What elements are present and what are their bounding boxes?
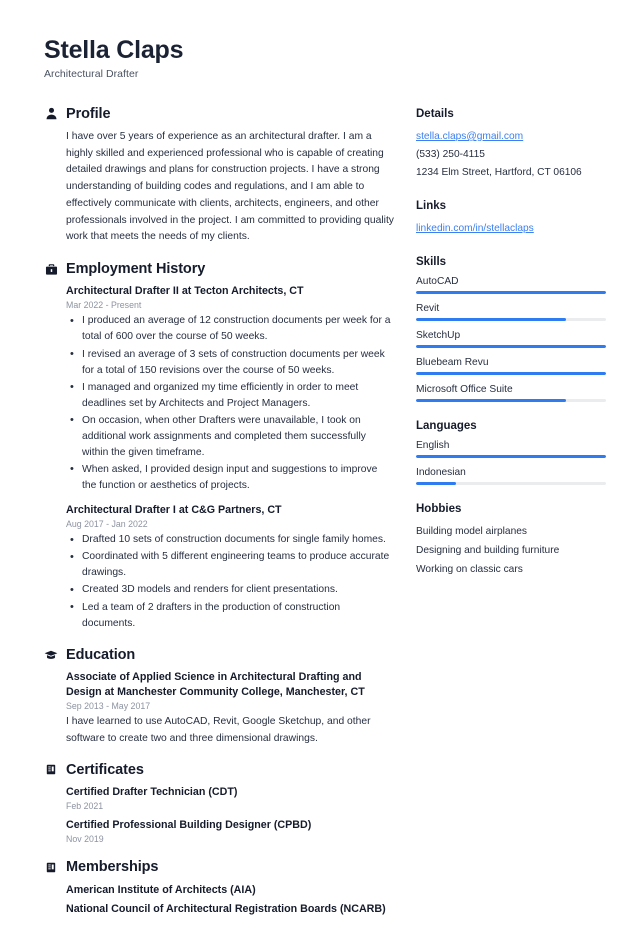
skill-meter-track bbox=[416, 291, 606, 294]
skill-label: SketchUp bbox=[416, 330, 461, 342]
employment-entry-date: Mar 2022 - Present bbox=[66, 300, 142, 311]
section-header-profile bbox=[44, 106, 394, 122]
section-title-employment: Employment History bbox=[66, 261, 206, 278]
bullet-item: • I managed and organized my time efficiently in order to meet deadlines set by Architects and Project Managers. bbox=[66, 380, 394, 412]
sidebar-block-links bbox=[416, 200, 606, 238]
bullet-item: • I produced an average of 12 construction documents per week for a total of 600 over the course of 50 weeks. bbox=[66, 313, 394, 345]
section-header-employment bbox=[44, 261, 394, 277]
skill-meter-fill bbox=[416, 318, 566, 321]
employment-entry-bullets bbox=[66, 313, 394, 494]
sidebar-title-skills: Skills bbox=[416, 256, 447, 269]
skill-item bbox=[416, 276, 606, 294]
briefcase-icon bbox=[44, 262, 58, 276]
section-title-memberships: Memberships bbox=[66, 859, 159, 876]
language-label: English bbox=[416, 440, 450, 452]
hobby-item: Building model airplanes bbox=[416, 526, 527, 538]
section-education bbox=[44, 647, 394, 747]
sidebar-block-details bbox=[416, 108, 606, 182]
section-body-profile bbox=[44, 129, 394, 246]
resume-columns bbox=[44, 106, 606, 933]
employment-entry-bullets bbox=[66, 532, 394, 631]
hobby-item: Designing and building furniture bbox=[416, 544, 560, 556]
linkedin-link[interactable]: linkedin.com/in/stellaclaps bbox=[416, 223, 534, 235]
section-title-profile: Profile bbox=[66, 105, 111, 122]
section-header-certificates bbox=[44, 762, 394, 778]
sidebar-title-details: Details bbox=[416, 107, 454, 120]
sidebar-column bbox=[416, 106, 606, 597]
certificate-date: Feb 2021 bbox=[66, 801, 104, 812]
section-header-memberships bbox=[44, 859, 394, 875]
membership-item: National Council of Architectural Registration Boards (NCARB) bbox=[66, 902, 386, 915]
person-icon bbox=[44, 107, 58, 121]
candidate-job-title: Architectural Drafter bbox=[44, 67, 139, 80]
email-link[interactable]: stella.claps@gmail.com bbox=[416, 130, 524, 142]
bullet-item: • Coordinated with 5 different engineering teams to produce accurate drawings. bbox=[66, 549, 394, 581]
employment-entry bbox=[66, 503, 394, 632]
skill-item bbox=[416, 330, 606, 348]
bullet-item: • I revised an average of 3 sets of construction documents per week for a total of 150 revisions over the course of 50 weeks. bbox=[66, 347, 394, 379]
education-entry-description: I have learned to use AutoCAD, Revit, Google Sketchup, and other software to create two and three dimensional drawings. bbox=[66, 716, 371, 744]
certificate-icon bbox=[44, 763, 58, 777]
certificate-title: Certified Professional Building Designer (CPBD) bbox=[66, 819, 312, 832]
section-employment-history bbox=[44, 261, 394, 631]
membership-item: American Institute of Architects (AIA) bbox=[66, 884, 256, 897]
language-meter-fill bbox=[416, 482, 456, 485]
language-meter-fill bbox=[416, 455, 606, 458]
skill-meter-track bbox=[416, 345, 606, 348]
hobby-item: Working on classic cars bbox=[416, 563, 523, 575]
skill-meter-track bbox=[416, 399, 606, 402]
skill-item bbox=[416, 357, 606, 375]
language-item bbox=[416, 467, 606, 485]
skill-item bbox=[416, 303, 606, 321]
skill-meter-fill bbox=[416, 345, 606, 348]
candidate-name: Stella Claps bbox=[44, 36, 184, 64]
skill-label: Microsoft Office Suite bbox=[416, 384, 513, 396]
section-body-certificates bbox=[44, 785, 394, 844]
education-entry-date: Sep 2013 - May 2017 bbox=[66, 701, 151, 712]
employment-entry bbox=[66, 284, 394, 494]
section-body-memberships bbox=[44, 882, 394, 917]
sidebar-title-hobbies: Hobbies bbox=[416, 503, 462, 516]
sidebar-title-languages: Languages bbox=[416, 420, 477, 433]
certificate-date: Nov 2019 bbox=[66, 834, 104, 845]
skill-label: AutoCAD bbox=[416, 276, 459, 288]
section-memberships bbox=[44, 859, 394, 917]
sidebar-block-skills bbox=[416, 256, 606, 402]
certificate-entry bbox=[66, 818, 394, 844]
resume-header bbox=[44, 36, 606, 80]
bullet-item: • When asked, I provided design input and suggestions to improve the function or aesthetics of projects. bbox=[66, 462, 394, 494]
language-meter-track bbox=[416, 455, 606, 458]
language-meter-track bbox=[416, 482, 606, 485]
skill-meter-fill bbox=[416, 291, 606, 294]
bullet-item: • Drafted 10 sets of construction documents for single family homes. bbox=[66, 532, 394, 548]
language-label: Indonesian bbox=[416, 467, 466, 479]
profile-text: I have over 5 years of experience as an architectural drafter. I am a highly skilled and experienced professional who is capable of creating detailed drawings and plans for construction projects. I have a strong understanding of building codes and regulations, and I am able to effectively communicate with clients, architects, engineers, and other professionals involved in the project. I am committed to providing quality work that meets the needs of my clients. bbox=[66, 130, 394, 243]
skill-meter-fill bbox=[416, 399, 566, 402]
section-body-education bbox=[44, 670, 394, 747]
skill-meter-track bbox=[416, 318, 606, 321]
skill-meter-fill bbox=[416, 372, 606, 375]
section-certificates bbox=[44, 762, 394, 844]
certificate-entry bbox=[66, 785, 394, 811]
employment-entry-title: Architectural Drafter I at C&G Partners, CT bbox=[66, 504, 282, 517]
sidebar-block-hobbies bbox=[416, 503, 606, 579]
education-entry-title: Associate of Applied Science in Architectural Drafting and Design at Manchester Community College, Manchester, CT bbox=[66, 670, 365, 698]
sidebar-block-languages bbox=[416, 420, 606, 485]
graduation-cap-icon bbox=[44, 648, 58, 662]
phone-number: (533) 250-4115 bbox=[416, 148, 485, 160]
section-title-certificates: Certificates bbox=[66, 761, 144, 778]
skill-item bbox=[416, 384, 606, 402]
language-item bbox=[416, 440, 606, 458]
education-entry bbox=[66, 670, 394, 747]
bullet-item: • Created 3D models and renders for client presentations. bbox=[66, 582, 394, 598]
bullet-item: • Led a team of 2 drafters in the production of construction documents. bbox=[66, 600, 394, 632]
employment-entry-date: Aug 2017 - Jan 2022 bbox=[66, 519, 148, 530]
section-body-employment bbox=[44, 284, 394, 631]
skill-label: Bluebeam Revu bbox=[416, 357, 489, 369]
section-header-education bbox=[44, 647, 394, 663]
certificate-title: Certified Drafter Technician (CDT) bbox=[66, 785, 238, 798]
bullet-item: • On occasion, when other Drafters were unavailable, I took on additional work assignments and completed them successfully within the given timeframe. bbox=[66, 413, 394, 461]
certificate-icon bbox=[44, 860, 58, 874]
skill-label: Revit bbox=[416, 303, 440, 315]
main-column bbox=[44, 106, 416, 933]
employment-entry-title: Architectural Drafter II at Tecton Architects, CT bbox=[66, 285, 304, 298]
skill-meter-track bbox=[416, 372, 606, 375]
section-profile bbox=[44, 106, 394, 246]
address: 1234 Elm Street, Hartford, CT 06106 bbox=[416, 167, 582, 179]
sidebar-title-links: Links bbox=[416, 200, 447, 213]
section-title-education: Education bbox=[66, 646, 136, 663]
